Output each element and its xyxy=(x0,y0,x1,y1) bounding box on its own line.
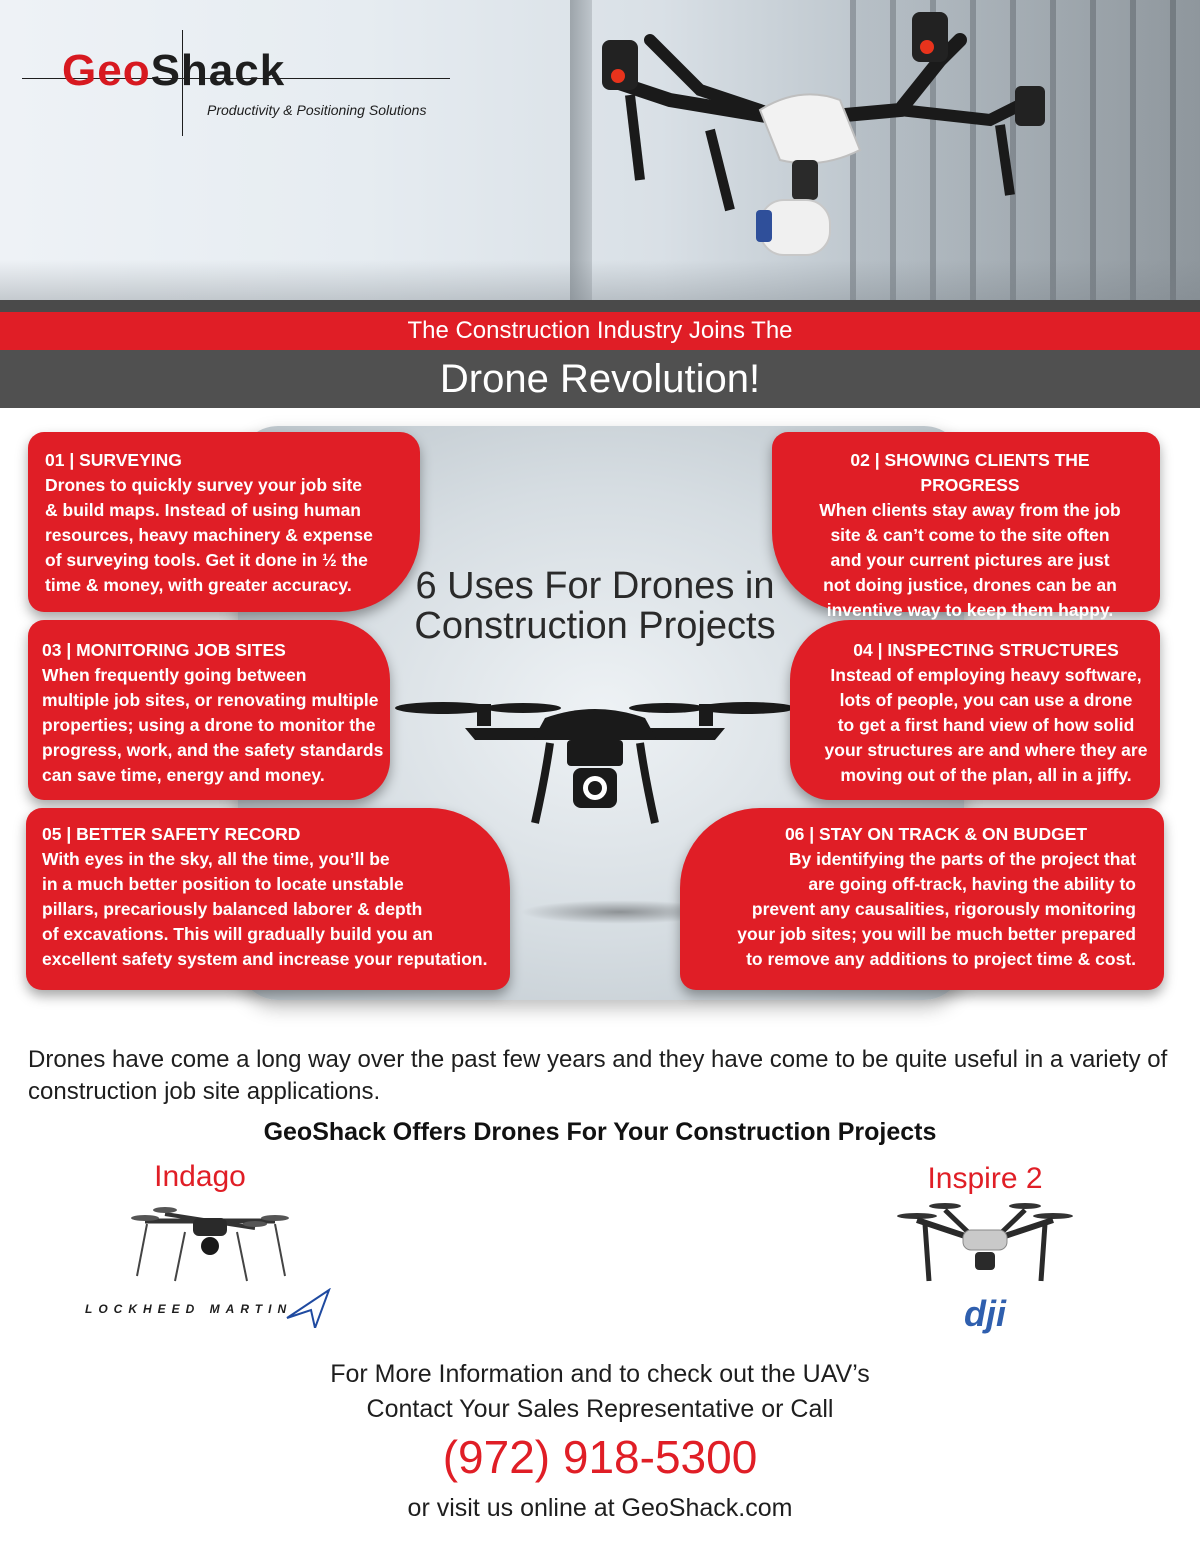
card-line: to get a first hand view of how solid xyxy=(837,715,1135,735)
banner-subtitle: The Construction Industry Joins The xyxy=(407,317,793,344)
card-line: & build maps. Instead of using human xyxy=(45,500,361,520)
card-line: in a much better position to locate unstable xyxy=(42,874,404,894)
dji-logo xyxy=(945,1292,1025,1334)
use-card-budget xyxy=(680,808,1164,990)
card-line: inventive way to keep them happy. xyxy=(826,600,1114,620)
logo-wordmark xyxy=(62,46,285,96)
phone-area-code[interactable]: (972) xyxy=(442,1431,551,1483)
infographic-title xyxy=(370,566,820,646)
hero-drone-photo xyxy=(560,0,1080,280)
card-line: and your current pictures are just xyxy=(830,550,1110,570)
card-heading: 05 | BETTER SAFETY RECORD xyxy=(42,824,301,844)
card-line: your job sites; you will be much better prepared xyxy=(737,924,1136,944)
card-line: excellent safety system and increase your reputation. xyxy=(42,949,488,969)
card-heading: 06 | STAY ON TRACK & ON BUDGET xyxy=(784,824,1088,844)
card-line: When clients stay away from the job xyxy=(819,500,1121,520)
svg-text:dji: dji xyxy=(964,1293,1006,1334)
card-line: Instead of employing heavy software, xyxy=(830,665,1142,685)
banner-top-stripe xyxy=(0,300,1200,312)
phone-local-number[interactable]: 918-5300 xyxy=(562,1431,758,1483)
use-card-monitoring xyxy=(28,620,390,800)
card-line: resources, heavy machinery & expense xyxy=(45,525,373,545)
card-line: site & can’t come to the site often xyxy=(830,525,1110,545)
card-heading: 02 | SHOWING CLIENTS THE PROGRESS xyxy=(850,450,1090,495)
card-line: your structures are and where they are xyxy=(824,740,1148,760)
card-line: With eyes in the sky, all the time, you’ll be xyxy=(42,849,390,869)
card-line: moving out of the plan, all in a jiffy. xyxy=(840,765,1132,785)
logo-tagline: Productivity & Positioning Solutions xyxy=(207,102,427,118)
use-card-safety xyxy=(26,808,510,990)
lockheed-martin-logo xyxy=(85,1288,335,1330)
card-line: are going off-track, having the ability to xyxy=(808,874,1136,894)
card-line: multiple job sites, or renovating multiple xyxy=(42,690,379,710)
card-heading: 01 | SURVEYING xyxy=(45,450,182,470)
geoshack-logo[interactable] xyxy=(22,30,462,140)
card-line: Drones to quickly survey your job site xyxy=(45,475,363,495)
card-line: not doing justice, drones can be an xyxy=(823,575,1117,595)
logo-shack: Shack xyxy=(150,46,286,95)
card-line: prevent any causalities, rigorously monitoring xyxy=(751,899,1136,919)
card-line: time & money, with greater accuracy. xyxy=(45,575,352,595)
lockheed-martin-wordmark: LOCKHEED MARTIN xyxy=(85,1302,293,1316)
card-heading: 04 | INSPECTING STRUCTURES xyxy=(853,640,1119,660)
offers-heading: GeoShack Offers Drones For Your Construction Projects xyxy=(263,1118,937,1146)
use-card-inspecting xyxy=(790,620,1160,800)
phone-number[interactable] xyxy=(0,1430,1200,1484)
infographic-title-line1: 6 Uses For Drones in xyxy=(415,565,775,607)
logo-geo: Geo xyxy=(62,46,151,95)
use-card-showing-clients xyxy=(772,432,1160,620)
card-line: to remove any additions to project time & cost. xyxy=(746,949,1136,969)
card-line: properties; using a drone to monitor the xyxy=(42,715,376,735)
card-line: progress, work, and the safety standards xyxy=(42,740,384,760)
product-name-indago: Indago xyxy=(154,1160,246,1193)
inspire2-drone-image xyxy=(895,1196,1075,1291)
card-line: When frequently going between xyxy=(42,665,307,685)
contact-line-2: Contact Your Sales Representative or Call xyxy=(366,1395,834,1423)
card-line: can save time, energy and money. xyxy=(42,765,325,785)
contact-line-1: For More Information and to check out the UAV’s xyxy=(330,1360,870,1388)
card-line: By identifying the parts of the project that xyxy=(788,849,1136,869)
star-icon xyxy=(285,1288,331,1328)
card-line: of surveying tools. Get it done in ½ the xyxy=(45,550,368,570)
indago-drone-image xyxy=(125,1196,295,1286)
infographic-title-line2: Construction Projects xyxy=(414,605,776,647)
website-link[interactable]: or visit us online at GeoShack.com xyxy=(407,1494,793,1522)
product-name-inspire2: Inspire 2 xyxy=(927,1162,1043,1195)
card-line: pillars, precariously balanced laborer & depth xyxy=(42,899,423,919)
card-line: of excavations. This will gradually build you an xyxy=(42,924,433,944)
intro-paragraph: Drones have come a long way over the past few years and they have come to be quite useful in a variety of construction job site applications. xyxy=(28,1046,1168,1105)
use-card-surveying xyxy=(28,432,420,612)
card-line: lots of people, you can use a drone xyxy=(839,690,1133,710)
banner-title: Drone Revolution! xyxy=(439,357,761,401)
card-heading: 03 | MONITORING JOB SITES xyxy=(42,640,286,660)
